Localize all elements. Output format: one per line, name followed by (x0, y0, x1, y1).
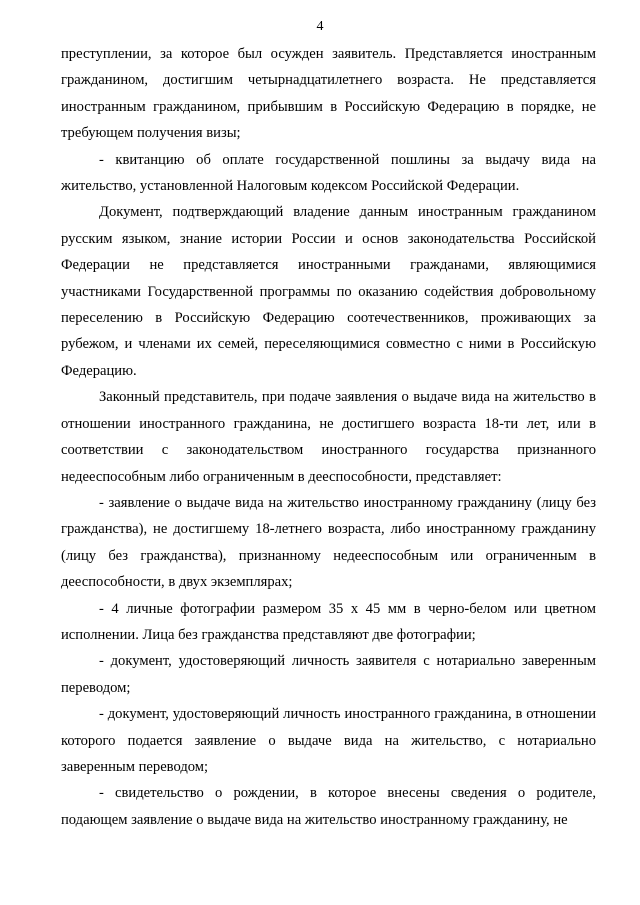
list-item-fee-receipt: - квитанцию об оплате государственной пошлины за выдачу вида на жительство, установленной Налоговым кодексом Российской Федерации. (61, 151, 596, 195)
list-item-applicant-id: - документ, удостоверяющий личность заявителя с нотариально заверенным переводом; (61, 653, 596, 696)
page-number: 4 (316, 19, 324, 34)
paragraph-legal-representative: Законный представитель, при подаче заявления о выдаче вида на жительство в отношении иностранного гражданина, не достигшего возраста 18-ти лет, или в соответствии с законодательством иностранного государства признанного недееспособным либо ограниченным в дееспособности, представляет: (61, 389, 596, 485)
list-item-application: - заявление о выдаче вида на жительство иностранному гражданину (лицу без гражданства), не достигшему 18-летнего возраста, либо иностранному гражданину (лицу без гражданства), признанному недееспособным или ограниченным в дееспособности, в двух экземплярах; (61, 494, 596, 591)
paragraph-continuation: преступлении, за которое был осужден заявитель. Представляется иностранным гражданином, достигшим четырнадцатилетнего возраста. Не представляется иностранным гражданином, прибывшим в Российскую Федерацию в порядке, не требующем получения визы; (61, 46, 596, 142)
list-item-birth-certificate: - свидетельство о рождении, в которое внесены сведения о родителе, подающем заявление о выдаче вида на жительство иностранному гражданину, не (61, 785, 596, 828)
list-item-photographs: - 4 личные фотографии размером 35 х 45 мм в черно-белом или цветном исполнении. Лица без гражданства представляют две фотографии; (61, 600, 596, 643)
list-item-foreigner-id: - документ, удостоверяющий личность иностранного гражданина, в отношении которого подается заявление о выдаче вида на жительство, с нотариально заверенным переводом; (61, 706, 596, 775)
paragraph-language-exemption: Документ, подтверждающий владение данным иностранным гражданином русским языком, знание истории России и основ законодательства Российской Федерации не представляется иностранными гражданами, являющимися участниками Государственной программы по оказанию содействия добровольному переселению в Российскую Федерацию соотечественников, проживающих за рубежом, и членами их семей, переселяющимися совместно с ними в Российскую Федерацию. (61, 204, 596, 379)
document-body (61, 41, 596, 833)
